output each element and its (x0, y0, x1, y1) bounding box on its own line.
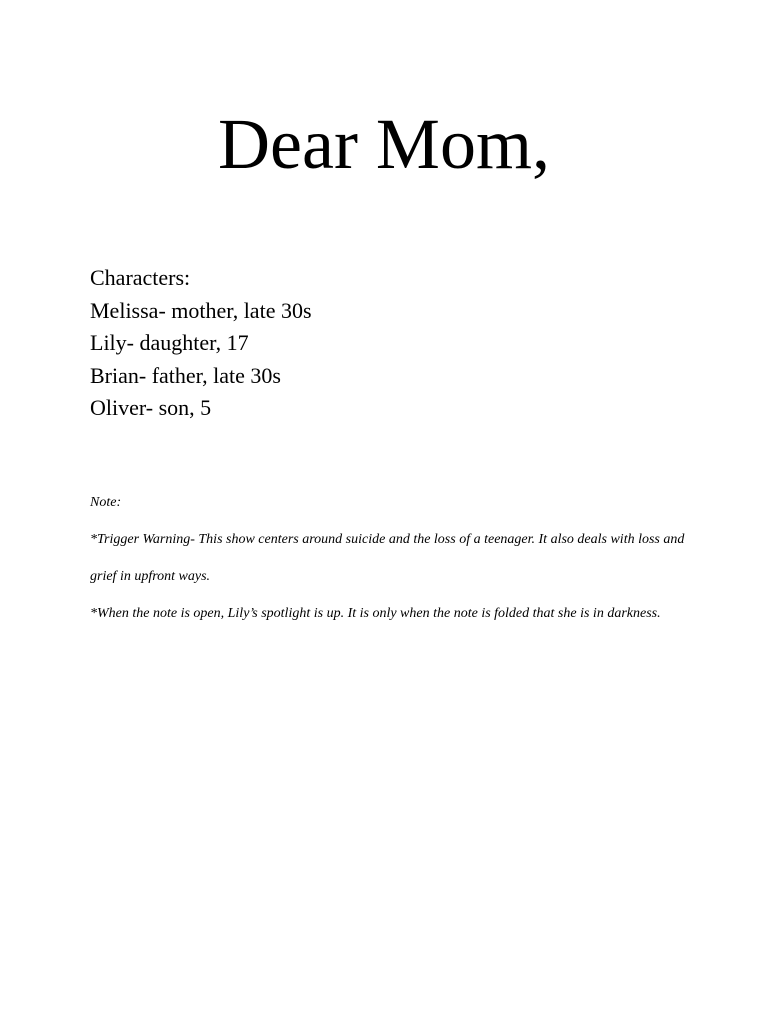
characters-heading: Characters: (90, 265, 191, 290)
spotlight-note: *When the note is open, Lily’s spotlight is up. It is only when the note is folded that she is in darkness. (90, 606, 661, 621)
character-melissa: Melissa- mother, late 30s (90, 297, 312, 323)
note-label: Note: (90, 495, 122, 510)
character-oliver: Oliver- son, 5 (90, 395, 212, 420)
trigger-warning-note: *Trigger Warning- This show centers around suicide and the loss of a teenager. It also deals with loss and grief in upfront ways. (90, 532, 685, 584)
character-brian: Brian- father, late 30s (90, 362, 281, 388)
character-list (90, 262, 312, 425)
page-title: Dear Mom, (218, 104, 550, 184)
notes-section (90, 484, 690, 632)
character-lily: Lily- daughter, 17 (90, 330, 249, 355)
